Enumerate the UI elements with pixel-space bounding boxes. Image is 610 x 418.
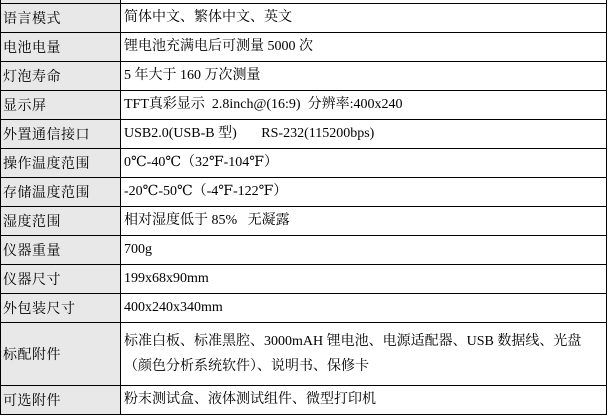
- spec-label-cell: 标配附件: [1, 323, 121, 385]
- spec-value-cell: 相对湿度低于 85% 无凝露: [121, 207, 606, 235]
- spec-label-cell: 湿度范围: [1, 207, 121, 235]
- spec-value-cell: -20℃-50℃（-4℉-122℉）: [121, 178, 606, 206]
- spec-value-cell: 700g: [121, 236, 606, 264]
- spec-label-cell: 存储温度范围: [1, 178, 121, 206]
- table-row: [1, 264, 606, 293]
- spec-value-cell: 199x68x90mm: [121, 265, 606, 293]
- table-row: [1, 293, 606, 322]
- spec-label-cell: 外包装尺寸: [1, 294, 121, 322]
- table-row: [1, 3, 606, 32]
- spec-value-cell: [121, 0, 606, 3]
- table-row: [1, 148, 606, 177]
- spec-label-cell: 灯泡寿命: [1, 62, 121, 90]
- spec-value-cell: 5 年大于 160 万次测量: [121, 62, 606, 90]
- spec-label-cell: 显示屏: [1, 91, 121, 119]
- table-row: [1, 90, 606, 119]
- spec-label-cell: [1, 0, 121, 3]
- table-row: [1, 119, 606, 148]
- spec-label-cell: 仪器尺寸: [1, 265, 121, 293]
- spec-value-cell: 粉末测试盒、液体测试组件、微型打印机: [121, 386, 606, 414]
- spec-value-cell: 简体中文、繁体中文、英文: [121, 4, 606, 32]
- spec-value-cell: 锂电池充满电后可测量 5000 次: [121, 33, 606, 61]
- spec-label-cell: 可选附件: [1, 386, 121, 414]
- spec-value-cell: 标准白板、标准黑腔、3000mAH 锂电池、电源适配器、USB 数据线、光盘（颜色分析系统软件）、说明书、保修卡: [121, 323, 606, 385]
- table-row-partial: [1, 0, 606, 3]
- table-row: [1, 235, 606, 264]
- table-row: [1, 385, 606, 414]
- spec-label-cell: 操作温度范围: [1, 149, 121, 177]
- spec-label-cell: 语言模式: [1, 4, 121, 32]
- spec-value-cell: TFT真彩显示 2.8inch@(16:9) 分辨率:400x240: [121, 91, 606, 119]
- spec-label-cell: 外置通信接口: [1, 120, 121, 148]
- table-row: [1, 32, 606, 61]
- spec-table-rows: [1, 3, 606, 414]
- spec-label-cell: 仪器重量: [1, 236, 121, 264]
- table-row: [1, 206, 606, 235]
- spec-value-cell: 400x240x340mm: [121, 294, 606, 322]
- spec-value-cell: USB2.0(USB-B 型) RS-232(115200bps): [121, 120, 606, 148]
- spec-label-cell: 电池电量: [1, 33, 121, 61]
- table-row: [1, 177, 606, 206]
- spec-value-cell: 0℃-40℃（32℉-104℉）: [121, 149, 606, 177]
- table-row: [1, 61, 606, 90]
- table-row: [1, 322, 606, 385]
